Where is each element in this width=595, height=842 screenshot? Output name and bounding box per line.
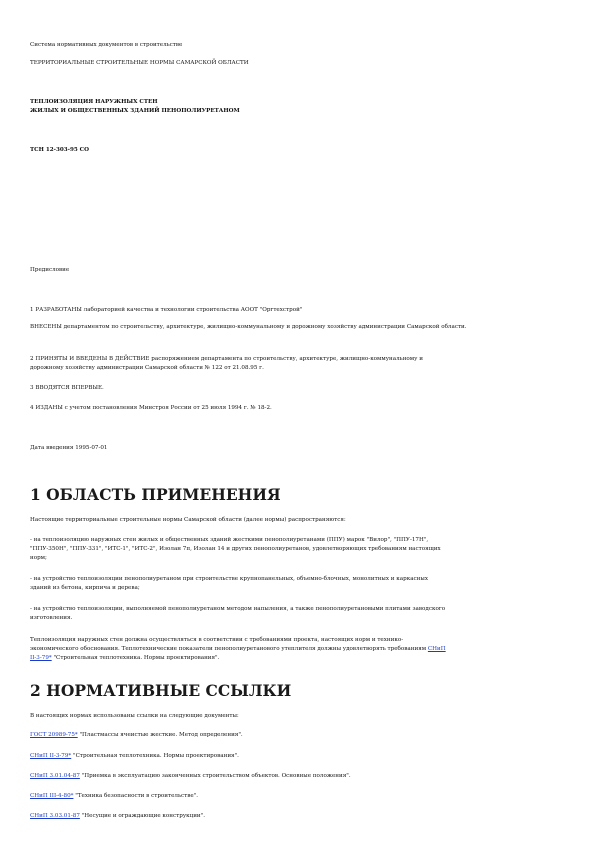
- preface-p5: 4 ИЗДАНЫ с учетом постановления Минстроя России от 25 июля 1994 г. № 18-2.: [30, 405, 272, 411]
- reference-link[interactable]: СНиП III-4-80*: [30, 793, 74, 799]
- section2-intro: В настоящих нормах использованы ссылки на следующие документы:: [30, 713, 239, 719]
- section1-para-line3: [30, 654, 580, 663]
- norms-line: ТЕРРИТОРИАЛЬНЫЕ СТРОИТЕЛЬНЫЕ НОРМЫ САМАРСКОЙ ОБЛАСТИ: [30, 60, 249, 66]
- reference-text: "Пластмассы ячеистые жесткие. Метод определения".: [77, 732, 243, 738]
- preface-p2: ВНЕСЕНЫ департаментом по строительству, архитектуре, жилищно-коммунальному и дорожному хозяйству администрации Самарской области.: [30, 324, 467, 330]
- reference-item: [30, 792, 580, 801]
- reference-text: "Строительная теплотехника. Нормы проектирования".: [71, 753, 239, 759]
- introduction-date: Дата введения 1995-07-01: [30, 445, 108, 451]
- doc-title-line2: ЖИЛЫХ И ОБЩЕСТВЕННЫХ ЗДАНИЙ ПЕНОПОЛИУРЕТАНОМ: [30, 108, 240, 114]
- doc-title-line1: ТЕПЛОИЗОЛЯЦИЯ НАРУЖНЫХ СТЕН: [30, 99, 158, 105]
- section1-para-tail: "Строительная теплотехника. Нормы проектирования".: [53, 655, 220, 661]
- bullet3-line2: изготовления.: [30, 615, 73, 621]
- reference-link[interactable]: ГОСТ 20989-75*: [30, 732, 78, 738]
- reference-item: [30, 752, 580, 761]
- section1-para-line2: [30, 645, 580, 654]
- doc-code: ТСН 12-303-95 СО: [30, 147, 90, 153]
- reference-link[interactable]: СНиП II-3-79*: [30, 753, 72, 759]
- reference-link[interactable]: СНиП 3.03.01-87: [30, 813, 80, 819]
- bullet3-line1: - на устройство теплоизоляции, выполняемой пенополиуретаном методом напыления, а также пенополиуретановыми плитами заводского: [30, 606, 446, 612]
- reference-text: "Приемка в эксплуатацию законченных строительством объектов. Основные положения".: [79, 773, 351, 779]
- bullet1-line2: "ППУ-350Н", "ППУ-331", "ИТС-1", "ИТС-2", Изолан 7п, Изолан 14 и других пенополиуретанов, удовлетворяющих требованиям настоящих: [30, 546, 441, 552]
- preface-p4: 3 ВВОДЯТСЯ ВПЕРВЫЕ.: [30, 385, 104, 391]
- reference-item: [30, 731, 580, 740]
- section1-heading: 1 ОБЛАСТЬ ПРИМЕНЕНИЯ: [30, 485, 281, 504]
- bullet1-line1: - на теплоизоляцию наружных стен жилых и общественных зданий жесткими пенополиуретанами (ППУ) марок "Вилор", "ППУ-17Н",: [30, 537, 429, 543]
- section2-heading: 2 НОРМАТИВНЫЕ ССЫЛКИ: [30, 681, 292, 700]
- system-line: Система нормативных документов в строительстве: [30, 42, 183, 48]
- reference-link[interactable]: СНиП 3.01.04-87: [30, 773, 80, 779]
- preface-heading: Предисловие: [30, 267, 70, 273]
- section1-para-line1: Теплоизоляция наружных стен должна осуществляться в соответствии с требованиями проекта, настоящих норм и технико-: [30, 637, 404, 643]
- preface-p3-line1: 2 ПРИНЯТЫ И ВВЕДЕНЫ В ДЕЙСТВИЕ распоряжением департамента по строительству, архитектуре, жилищно-коммунальному и: [30, 356, 423, 362]
- snip-link-inline[interactable]: СНиП: [427, 646, 446, 652]
- bullet1-line3: норм;: [30, 555, 47, 561]
- section1-intro: Настоящие территориальные строительные нормы Самарской области (далее нормы) распространяются:: [30, 517, 346, 523]
- bullet2-line2: зданий из бетона, кирпича и дерева;: [30, 585, 140, 591]
- reference-text: "Несущие и ограждающие конструкции".: [79, 813, 206, 819]
- reference-text: "Техника безопасности в строительстве".: [73, 793, 199, 799]
- preface-p3-line2: дорожному хозяйству администрации Самарской области № 122 от 21.08.95 г.: [30, 365, 264, 371]
- snip-link-inline-code[interactable]: II-3-79*: [30, 655, 52, 661]
- reference-item: [30, 772, 580, 781]
- section1-para-text: экономического обоснования. Теплотехнические показатели пенополиуретанового утеплителя должны удовлетворять требованиям: [30, 646, 427, 652]
- reference-item: [30, 812, 580, 821]
- bullet2-line1: - на устройство теплоизоляции пенополиуретаном при строительстве крупнопанельных, объемно-блочных, монолитных и каркасных: [30, 576, 429, 582]
- preface-p1: 1 РАЗРАБОТАНЫ лабораторией качества и технологии строительства АООТ "Оргтехстрой": [30, 307, 303, 313]
